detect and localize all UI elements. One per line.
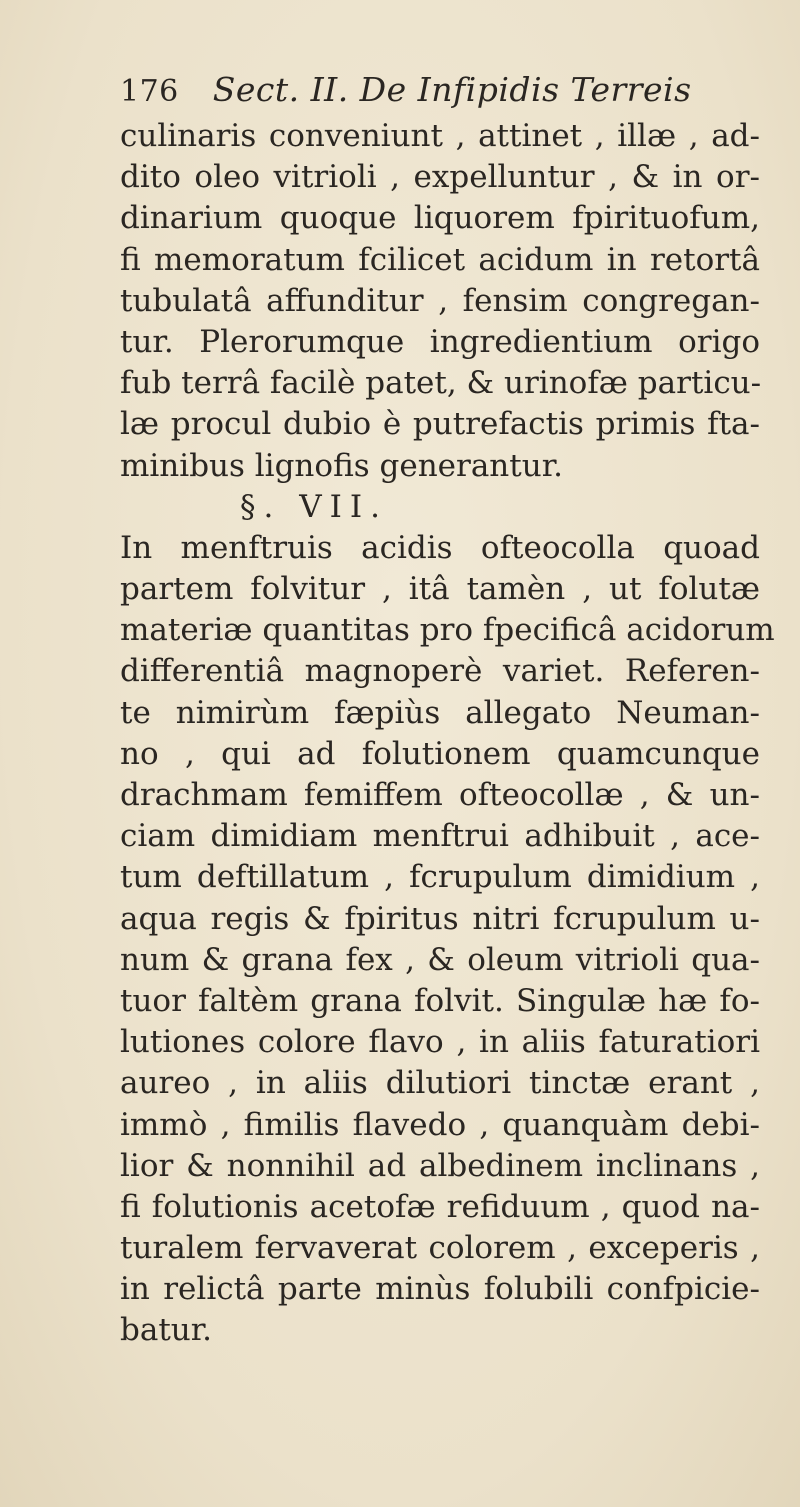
text-line: lior & nonnihil ad albedinem inclinans , [120,1147,760,1184]
text-line: dinarium quoque liquorem fpirituofum, [120,200,760,237]
running-head-title: Sect. II. De Infipidis Terreis [212,70,692,109]
text-line: tur. Plerorumque ingredientium origo [120,323,760,360]
text-line: tubulatâ affunditur , fensim congregan- [120,282,760,319]
text-line: partem folvitur , itâ tamèn , ut folutæ [120,571,760,608]
running-head [120,70,760,116]
text-line: turalem fervaverat colorem , exceperis , [120,1230,760,1267]
text-line: fi folutionis acetofæ refiduum , quod na- [120,1188,760,1225]
paragraph-1 [120,116,760,487]
page-number: 176 [120,74,179,109]
text-line: læ procul dubio è putrefactis primis fta- [120,406,760,443]
text-line: ciam dimidiam menftrui adhibuit , ace- [120,818,760,855]
text-line: fub terrâ facilè patet, & urinofæ particu- [120,365,762,402]
text-line: aureo , in aliis dilutiori tinctæ erant , [120,1065,760,1102]
text-line: tuor faltèm grana folvit. Singulæ hæ fo- [120,982,760,1019]
text-line: te nimirùm fæpiùs allegato Neuman- [120,694,760,731]
section-heading: §. VII. [240,488,388,525]
text-line: num & grana fex , & oleum vitrioli qua- [120,941,760,978]
text-line: batur. [120,1312,213,1349]
text-line: no , qui ad folutionem quamcunque [120,735,760,772]
text-line: culinaris conveniunt , attinet , illæ , ad- [120,118,760,154]
text-line: aqua regis & fpiritus nitri fcrupulum u- [120,900,760,937]
text-line: fi memoratum fcilicet acidum in retortâ [120,241,760,278]
text-line: drachmam femiffem ofteocollæ , & un- [120,777,760,813]
text-line: dito oleo vitrioli , expelluntur , & in or- [120,159,760,196]
text-line: In menftruis acidis ofteocolla quoad [120,529,760,566]
paragraph-2 [120,528,775,1352]
text-line: in relictâ parte minùs folubili confpicie- [120,1271,760,1308]
text-line: lutiones colore flavo , in aliis faturatiori [120,1024,760,1061]
text-line: immò , fimilis flavedo , quanquàm debi- [120,1106,760,1143]
text-block [120,70,775,1352]
text-line: tum deftillatum , fcrupulum dimidium , [120,859,760,896]
text-line: differentiâ magnoperè variet. Referen- [120,653,760,690]
text-line: minibus lignofis generantur. [120,447,563,484]
text-line: materiæ quantitas pro fpecificâ acidorum [120,612,775,649]
